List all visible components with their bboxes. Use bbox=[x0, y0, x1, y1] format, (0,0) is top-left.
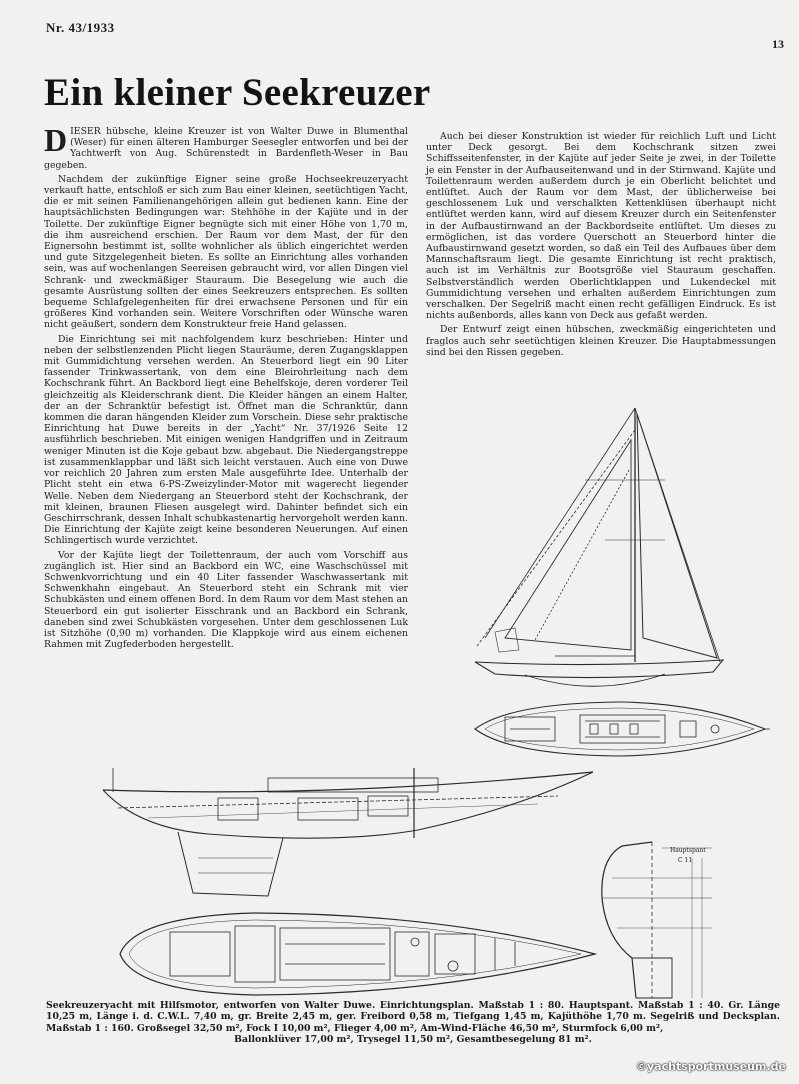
paragraph: Der Entwurf zeigt einen hübschen, zweckmäßig eingerichteten und fraglos auch sehr seetüchtigen kleinen Kreuzer. Die Hauptabmessungen sind bei den Rissen gegeben. bbox=[426, 324, 776, 358]
midship-section-drawing bbox=[592, 838, 722, 1003]
left-text-column bbox=[44, 122, 408, 653]
paragraph: Auch bei dieser Konstruktion ist wieder für reichlich Luft und Licht unter Deck gesorgt. Bei dem Kochschrank sitzen zwei Schiffsseitenfenster, in der Kajüte auf jeder Seite je zwei, in der Toilette je ein Fenster in der Aufbauseitenwand und in der Stirnwand. Kajüte und Toilettenraum werden außerdem durch je ein Oberlicht belichtet und entlüftet. Auch der Raum vor dem Mast, der üblicherweise bei geschlossenem Luk und verschalkten Kettenklüsen überhaupt nicht entlüftet werden kann, wird auf diesem Kreuzer durch ein Seitenfenster in der Aufbaustirnwand an der Backbordseite entlüftet. Um dieses zu ermöglichen, ist das vordere Querschott an Steuerbord hinter die Aufbaustirnwand gesetzt worden, so daß ein Teil des Aufbaues über dem Mannschaftsraum liegt. Die gesamte Einrichtung ist recht praktisch, auch ist im Verhältnis zur Bootsgröße viel Stauraum geschaffen. Selbstverständlich werden Oberlichtklappen und Lukendeckel mit Gummidichtung versehen und erhalten außerdem Einrichtungen zum verschalken. Der Segelriß macht einen recht gefälligen Eindruck. Es ist nichts außenbords, alles kann von Deck aus gefaßt werden. bbox=[426, 131, 776, 322]
paragraph-text: IESER hübsche, kleine Kreuzer ist von Walter Duwe in Blumenthal (Weser) für einen älteren Hamburger Seesegler entworfen und bei der Yachtwerft von Aug. Schürenstedt in Bardenfleth-Weser in Bau gegeben. bbox=[44, 126, 408, 171]
paragraph bbox=[44, 122, 408, 171]
page-number: 13 bbox=[772, 37, 784, 51]
right-text-column bbox=[426, 131, 776, 361]
paragraph: Vor der Kajüte liegt der Toilettenraum, der auch vom Vorschiff aus zugänglich ist. Hier sind an Backbord ein WC, eine Waschschüssel mit Schwenkvorrichtung und ein 40 Liter fassender Waschwassertank mit Schwenkhahn eingebaut. An Steuerbord steht ein Schrank mit vier Schubkästen und einem offenen Bord. In dem Raum vor dem Mast stehen an Steuerbord ein gut isolierter Eisschrank und an Backbord ein Schrank, daneben sind zwei Schubkästen vorgesehen. Unter dem geschlossenen Luk ist Sitzhöhe (0,90 m) vorhanden. Die Klappkoje wird aus einem eichenen Rahmen mit Zugfederboden hergestellt. bbox=[44, 549, 408, 651]
deck-plan-drawing bbox=[470, 697, 770, 761]
drop-cap: D bbox=[44, 122, 68, 158]
figure-caption bbox=[46, 1000, 780, 1045]
accommodation-plan-drawing bbox=[115, 908, 600, 1000]
caption-text: Seekreuzeryacht mit Hilfsmotor, entworfen von Walter Duwe. Einrichtungsplan. Maßstab 1 : 80. Hauptspant. Maßstab 1 : 40. Gr. Länge 10,25 m, Länge i. d. C.W.L. 7,40 m, gr. Breite 2,45 m, ger. Freibord 0,58 m, Tiefgang 1,45 m, Kajüthöhe 1,70 m. Segelriß und Decksplan. Maßstab 1 : 160. Großsegel 32,50 m², Fock I 10,00 m², Flieger 4,00 m², Am-Wind-Fläche 46,50 m², Sturmfock 6,00 m², bbox=[46, 1000, 780, 1034]
article-title: Ein kleiner Seekreuzer bbox=[44, 71, 431, 114]
issue-number: Nr. 43/1933 bbox=[46, 20, 115, 35]
watermark: ©yachtsportmuseum.de bbox=[636, 1060, 786, 1073]
hauptspant-scale: C 11 bbox=[678, 857, 693, 864]
sail-plan-drawing bbox=[465, 400, 755, 700]
paragraph: Nachdem der zukünftige Eigner seine große Hochseekreuzeryacht verkauft hatte, entschloß er sich zum Bau einer kleinen, seetüchtigen Yacht, die er mit seinen Familienangehörigen allein gut bedienen kann. Eine der hauptsächlichsten Bedingungen war: Stehhöhe in der Kajüte und in der Toilette. Der zukünftige Eigner begnügte sich mit einer Höhe von 1,70 m, die ihm ausreichend erschien. Der Raum vor dem Mast, der für den Eignersohn bestimmt ist, sollte wohnlicher als üblich eingerichtet werden und gute Sitzgelegenheit bieten. Es sollte an Einrichtung alles vorhanden sein, was auf wochenlangen Seereisen gebraucht wird, vor allen Dingen viel Schrank- und zweckmäßiger Stauraum. Die Besegelung wie auch die gesamte Ausrüstung sollten der eines Seekreuzers entsprechen. Es sollten bequeme Schlafgelegenheiten für drei erwachsene Personen und für ein größeres Kind vorhanden sein. Weitere Vorschriften oder Wünsche waren nicht geäußert, sondern dem Konstrukteur freie Hand gelassen. bbox=[44, 173, 408, 331]
paragraph: Die Einrichtung sei mit nachfolgendem kurz beschrieben: Hinter und neben der selbstlenzenden Plicht liegen Stauräume, deren Zugangsklappen mit Gummidichtung versehen werden. An Steuerbord liegt ein 90 Liter fassender Trinkwassertank, von dem eine Bleirohrleitung nach dem Kochschrank führt. An Backbord liegt eine Behelfskoje, deren vorderer Teil gleichzeitig als Kleiderschrank dient. Die Kleider hängen an einem Halter, der an der Schranktür befestigt ist. Öffnet man die Schranktür, dann kommen die daran hängenden Kleider zum Vorschein. Diese sehr praktische Einrichtung hat Duwe bereits in der „Yacht“ Nr. 37/1926 Seite 12 ausführlich beschrieben. Mit einigen wenigen Handgriffen und in Zeitraum weniger Minuten ist die Koje gebaut bzw. abgebaut. Die Niedergangstreppe ist zusammenklappbar und läßt sich leicht verstauen. Auch eine von Duwe vor reichlich 20 Jahren zum ersten Male ausgeführte Idee. Unterhalb der Plicht steht ein etwa 6-PS-Zweizylinder-Motor mit wagerecht liegender Welle. Neben dem Niedergang an Steuerbord steht der Kochschrank, der mit kleinen, braunen Fliesen ausgelegt wird. Dahinter befindet sich ein Geschirrschrank, dessen Inhalt schubkastenartig hervorgeholt werden kann. Die Einrichtung der Kajüte zeigt keine besonderen Neuerungen. Auf einen Schlingertisch wurde verzichtet. bbox=[44, 333, 408, 547]
caption-text-line2: Ballonklüver 17,00 m², Trysegel 11,50 m², Gesamtbesegelung 81 m². bbox=[234, 1033, 592, 1045]
inboard-profile-drawing bbox=[98, 768, 598, 903]
hauptspant-label: Hauptspant bbox=[670, 847, 706, 854]
